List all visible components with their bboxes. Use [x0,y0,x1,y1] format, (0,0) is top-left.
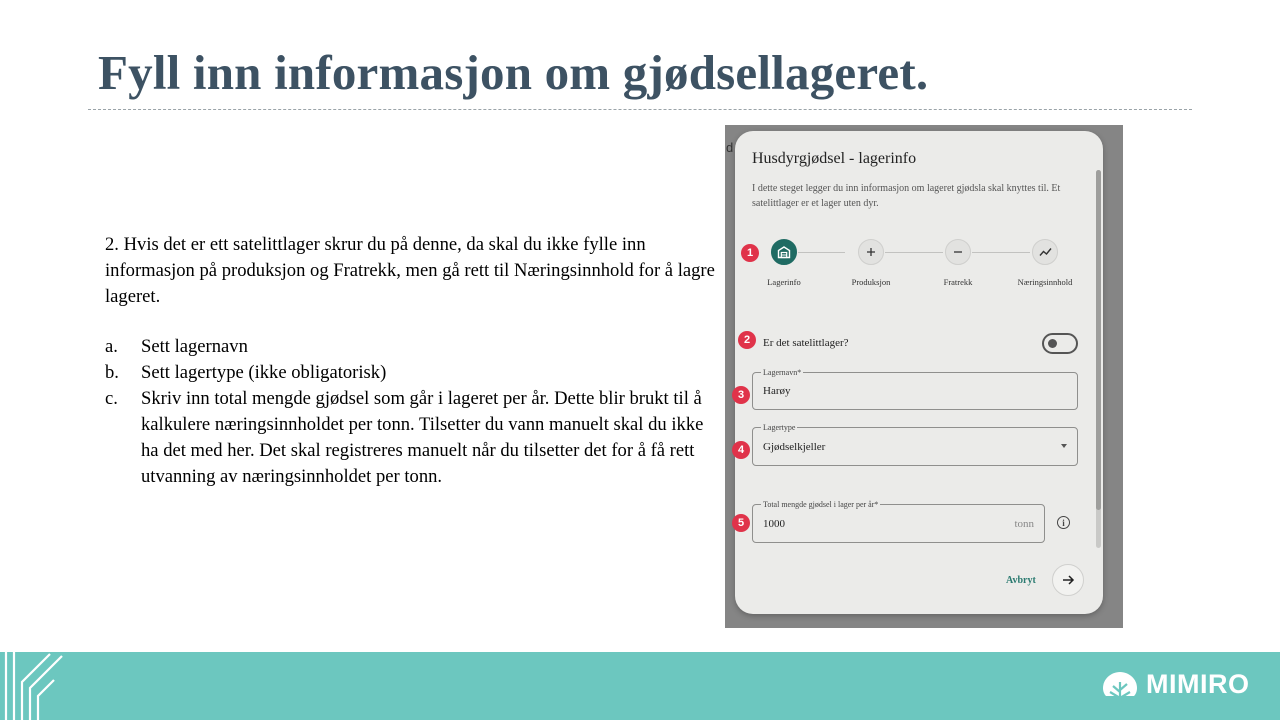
mimiro-logo-icon [1100,668,1140,706]
satellite-toggle[interactable] [1042,333,1078,354]
list-item [105,334,715,360]
step-label-produksjon: Produksjon [851,277,891,287]
list-item [105,386,715,490]
list-item-text: Sett lagernavn [141,336,248,357]
stepper-connector [972,252,1030,253]
storage-name-field[interactable] [752,368,1078,410]
step-naeringsinnhold[interactable] [1032,239,1058,265]
toggle-knob [1048,339,1057,348]
step-produksjon[interactable] [858,239,884,265]
stepper-connector [885,252,943,253]
minus-icon [953,247,963,257]
annotation-badge-3: 3 [732,386,750,404]
annotation-badge-1: 1 [741,244,759,262]
total-amount-value: 1000 [763,518,785,530]
storage-name-label: Lagernavn* [763,368,802,377]
step-label-naeringsinnhold: Næringsinnhold [1017,277,1073,287]
slide-title: Fyll inn informasjon om gjødsellageret. [98,45,929,100]
annotation-badge-2: 2 [738,331,756,349]
steps-list [105,334,715,490]
annotation-badge-5: 5 [732,514,750,532]
circuit-lines-decoration [0,652,70,720]
title-divider [88,109,1192,110]
step-fratrekk[interactable] [945,239,971,265]
total-amount-field[interactable] [752,500,1045,543]
scrollbar-thumb[interactable] [1096,170,1101,510]
storage-type-value: Gjødselkjeller [763,441,826,453]
brand-name: MIMIRO [1146,669,1250,699]
caret-down-icon [1061,444,1067,448]
storage-type-select[interactable] [752,423,1078,466]
trend-icon [1039,247,1052,257]
list-item-text: Sett lagertype (ikke obligatorisk) [141,362,387,383]
instructions-text [105,232,715,490]
arrow-right-icon [1062,574,1075,586]
stepper-connector [798,252,845,253]
annotation-badge-4: 4 [732,441,750,459]
background-text-fragment: d [726,140,734,155]
list-item-text: Skriv inn total mengde gjødsel som går i lageret per år. Dette blir brukt til å kalkulere næringsinnholdet per tonn. Tilsetter du vann manuelt skal du ikke ha det med her. Det skal registreres manuelt når du tilsetter det for å få rett utvanning av næringsinnholdet per tonn. [141,388,704,487]
step-label-lagerinfo: Lagerinfo [767,277,801,287]
total-amount-unit: tonn [1014,518,1034,530]
satellite-question: Er det satelittlager? [763,337,849,349]
next-button[interactable] [1052,564,1084,596]
list-marker: c. [105,388,118,409]
list-marker: b. [105,362,119,383]
step-lagerinfo[interactable] [771,239,797,265]
info-icon[interactable]: i [1057,516,1070,529]
step-label-fratrekk: Fratrekk [943,277,973,287]
cancel-button[interactable]: Avbryt [1006,575,1036,586]
barn-icon [777,245,791,259]
footer-band [0,652,1280,720]
dialog-title: Husdyrgjødsel - lagerinfo [752,150,917,167]
dialog-description: I dette steget legger du inn informasjon om lageret gjødsla skal knyttes til. Et satelittlager er et lager uten dyr. [752,183,1061,209]
list-marker: a. [105,336,118,357]
storage-name-value: Harøy [763,385,791,397]
total-amount-label: Total mengde gjødsel i lager per år* [763,500,879,509]
storage-type-label: Lagertype [763,423,796,432]
intro-paragraph: 2. Hvis det er ett satelittlager skrur du på denne, da skal du ikke fylle inn informasjon på produksjon og Fratrekk, men gå rett til Næringsinnhold for å lagre lageret. [105,234,715,307]
list-item [105,360,715,386]
plus-icon [866,247,876,257]
